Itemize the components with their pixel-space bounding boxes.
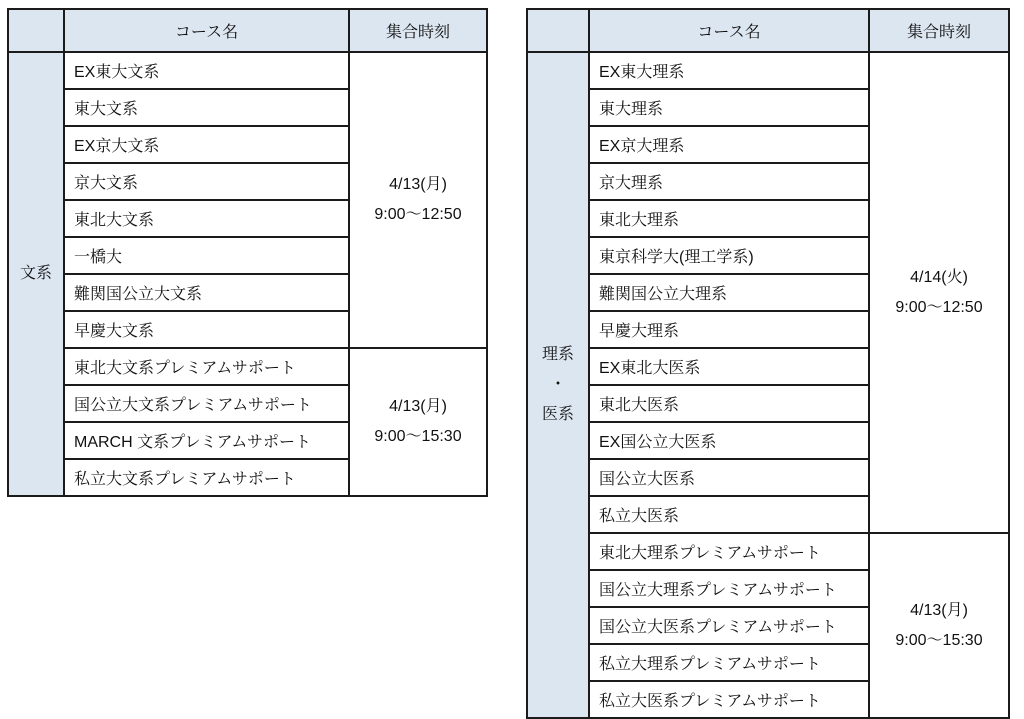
- category-label: 文系: [19, 265, 52, 282]
- header-row: [527, 9, 1009, 52]
- course-name-cell: MARCH 文系プレミアムサポート: [64, 422, 349, 459]
- meeting-time-cell: [869, 52, 1009, 533]
- course-name-cell: EX京大理系: [589, 126, 869, 163]
- meeting-hours: 9:00～12:50: [895, 298, 983, 316]
- meeting-date: 4/13(月): [389, 176, 447, 193]
- meeting-hours: 9:00～15:30: [374, 428, 462, 445]
- bunkei-schedule-table: [7, 8, 488, 497]
- course-name-cell: EX東北大医系: [589, 348, 869, 385]
- header-row: [8, 9, 487, 52]
- corner-header-cell: [8, 9, 64, 52]
- course-name-cell: 東大理系: [589, 89, 869, 126]
- course-name-cell: EX東大文系: [64, 52, 349, 89]
- meeting-date: 4/14(火): [910, 268, 968, 286]
- course-name-cell: 東京科学大(理工学系): [589, 237, 869, 274]
- course-name-cell: 早慶大理系: [589, 311, 869, 348]
- course-name-header: コース名: [589, 9, 869, 52]
- meeting-date: 4/13(月): [389, 398, 447, 415]
- meeting-time-header: 集合時刻: [349, 9, 487, 52]
- course-row: [527, 52, 1009, 89]
- course-name-cell: 私立大文系プレミアムサポート: [64, 459, 349, 496]
- meeting-time-cell: [349, 52, 487, 348]
- course-name-cell: EX国公立大医系: [589, 422, 869, 459]
- meeting-time-cell: [349, 348, 487, 496]
- corner-header-cell: [527, 9, 589, 52]
- course-name-cell: 難関国公立大理系: [589, 274, 869, 311]
- course-name-cell: 東北大理系: [589, 200, 869, 237]
- course-name-cell: 早慶大文系: [64, 311, 349, 348]
- category-label-line: 医系: [541, 406, 574, 423]
- course-name-cell: 難関国公立大文系: [64, 274, 349, 311]
- rikei-ikei-schedule-table: [526, 8, 1010, 719]
- meeting-date: 4/13(月): [910, 601, 968, 619]
- course-name-cell: 国公立大文系プレミアムサポート: [64, 385, 349, 422]
- category-cell: [527, 52, 589, 718]
- course-name-header: コース名: [64, 9, 349, 52]
- category-cell: [8, 52, 64, 496]
- course-row: [527, 533, 1009, 570]
- meeting-hours: 9:00～15:30: [895, 631, 983, 649]
- course-name-cell: 京大理系: [589, 163, 869, 200]
- course-name-cell: EX京大文系: [64, 126, 349, 163]
- course-name-cell: 東北大医系: [589, 385, 869, 422]
- meeting-time-header: 集合時刻: [869, 9, 1009, 52]
- course-name-cell: 東北大理系プレミアムサポート: [589, 533, 869, 570]
- category-label-line: ・: [549, 376, 566, 393]
- course-name-cell: 一橋大: [64, 237, 349, 274]
- course-row: [8, 348, 487, 385]
- course-name-cell: 私立大医系プレミアムサポート: [589, 681, 869, 718]
- course-row: [8, 52, 487, 89]
- course-name-cell: EX東大理系: [589, 52, 869, 89]
- course-name-cell: 私立大医系: [589, 496, 869, 533]
- course-name-cell: 東大文系: [64, 89, 349, 126]
- course-name-cell: 国公立大理系プレミアムサポート: [589, 570, 869, 607]
- meeting-hours: 9:00～12:50: [374, 206, 462, 223]
- course-name-cell: 東北大文系: [64, 200, 349, 237]
- course-name-cell: 国公立大医系: [589, 459, 869, 496]
- category-label-line: 理系: [541, 346, 574, 363]
- meeting-time-cell: [869, 533, 1009, 718]
- course-name-cell: 京大文系: [64, 163, 349, 200]
- course-name-cell: 私立大理系プレミアムサポート: [589, 644, 869, 681]
- course-name-cell: 国公立大医系プレミアムサポート: [589, 607, 869, 644]
- course-name-cell: 東北大文系プレミアムサポート: [64, 348, 349, 385]
